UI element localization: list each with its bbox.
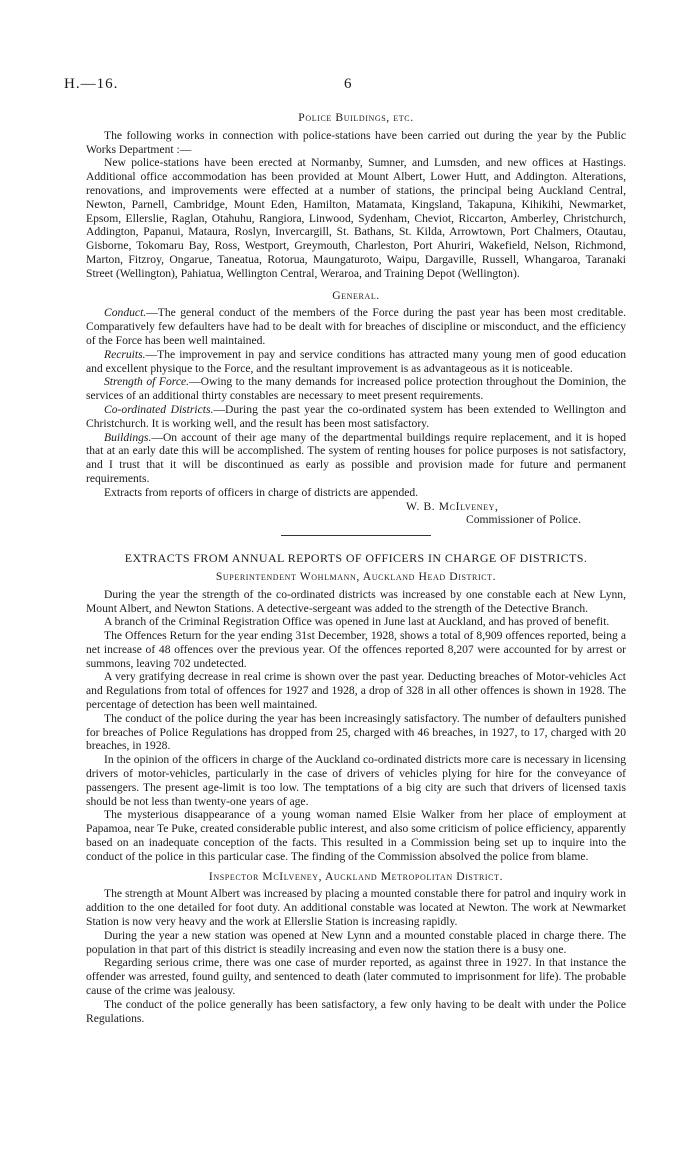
run-in-label: Strength of Force. (104, 375, 190, 389)
paragraph: The strength at Mount Albert was increased by placing a mounted constable there for patrol and inquiry work in addition to the one detailed for foot duty. An additional constable was located at Newton. The work at Newmarket Station is now very heavy and the work at Ellerslie Station is increasing rapidly. (86, 887, 626, 929)
subsection-heading-auckland-head: Superintendent Wohlmann, Auckland Head District. (215, 569, 497, 583)
paragraph-recruits (86, 348, 626, 376)
paragraph: The mysterious disappearance of a young woman named Elsie Walker from her place of employment at Papamoa, near Te Puke, created considerable public interest, and also some criticism of police efficiency, apparently based on an inadequate conception of the facts. This resulted in a Commission being set up to inquire into the conduct of the police in this particular case. The finding of the Commission absolved the police from blame. (86, 808, 626, 863)
run-in-label: Recruits. (104, 347, 146, 361)
section-heading-extracts: EXTRACTS FROM ANNUAL REPORTS OF OFFICERS IN CHARGE OF DISTRICTS. (124, 551, 588, 566)
paragraph-conduct (86, 306, 626, 347)
paragraph: A very gratifying decrease in real crime is shown over the past year. Deducting breaches of Motor-vehicles Act and Regulations from total of offences for 1927 and 1928, a drop of 328 in all other offences is shown in 1928. The percentage of detection has been well maintained. (86, 670, 626, 712)
paragraph: During the year the strength of the co-ordinated districts was increased by one constable each at New Lynn, Mount Albert, and Newton Stations. A detective-sergeant was added to the strength of the Detective Branch. (86, 587, 626, 615)
paragraph: The conduct of the police generally has been satisfactory, a few only having to be dealt with under the Police Regulations. (86, 997, 626, 1025)
paragraph-text: —The improvement in pay and service conditions has attracted many young men of good education and excellent physique to the Force, and the resultant improvement is as advantageous as it is noticeable. (86, 347, 626, 375)
signature-title: Commissioner of Police. (466, 513, 581, 527)
page-number: 6 (344, 76, 352, 92)
paragraph: Extracts from reports of officers in charge of districts are appended. (104, 485, 419, 499)
paragraph-text: —On account of their age many of the departmental buildings require replacement, and it is hoped that at an early date this will be accomplished. The system of renting houses for police purposes is not satisfactory, and I trust that it will be discontinued as early as possible and provision made for future and permanent requirements. (86, 430, 626, 485)
paragraph: During the year a new station was opened at New Lynn and a mounted constable placed in charge there. The population in that part of this district is steadily increasing and even now the station there is a busy one. (86, 928, 626, 956)
section-heading-general: General. (332, 288, 380, 302)
document-reference: H.—16. (64, 76, 119, 92)
signature-name: W. B. McIlveney, (406, 499, 499, 513)
paragraph-text: —The general conduct of the members of the Force during the past year has been most creditable. Comparatively few defaulters have had to be dealt with for breaches of discipline or misconduct, and the efficiency of the Force has been well maintained. (86, 306, 626, 347)
page-header (64, 78, 636, 98)
body-column (86, 111, 626, 1025)
run-in-label: Co-ordinated Districts. (104, 402, 214, 416)
paragraph: The following works in connection with police-stations have been carried out during the year by the Public Works Department :— (86, 128, 626, 156)
paragraph-strength (86, 375, 626, 403)
paragraph-buildings (86, 431, 626, 486)
paragraph-text: —During the past year the co-ordinated system has been extended to Wellington and Christchurch. It is working well, and the result has been most satisfactory. (86, 402, 626, 430)
section-divider (281, 535, 431, 536)
paragraph-coordinated (86, 403, 626, 431)
paragraph: Regarding serious crime, there was one case of murder reported, as against three in 1927. In that instance the offender was arrested, found guilty, and sentenced to death (later commuted to imprisonment for life). The probable cause of the crime was jealousy. (86, 956, 626, 998)
section-heading-police-buildings: Police Buildings, etc. (298, 111, 414, 124)
run-in-label: Conduct. (104, 306, 147, 320)
paragraph: The conduct of the police during the year has been increasingly satisfactory. The number of defaulters punished for breaches of Police Regulations has dropped from 25, charged with 46 breaches, in 1927, to 17, charged with 20 breaches, in 1928. (86, 711, 626, 753)
paragraph-text: —Owing to the many demands for increased police protection throughout the Dominion, the services of an additional thirty constables are necessary to meet present requirements. (86, 375, 626, 403)
run-in-label: Buildings. (104, 430, 152, 444)
paragraph: New police-stations have been erected at Normanby, Sumner, and Lumsden, and new offices at Hastings. Additional office accommodation has been provided at Mount Albert, Lower Hutt, and Addington. Alterations, renovations, and improvements were effected at a number of stations, the principal being Auckland Central, Newton, Parnell, Cambridge, Mount Eden, Hamilton, Matamata, Kingsland, Takapuna, Kihikihi, Newmarket, Epsom, Ellerslie, Raglan, Otahuhu, Rangiora, Linwood, Sydenham, Cheviot, Riccarton, Amberley, Christchurch, Addington, Papanui, Mataura, Roslyn, Invercargill, St. Bathans, St. Kilda, Arrowtown, Port Chalmers, Otautau, Gisborne, Tokomaru Bay, Ross, Westport, Greymouth, Charleston, Port Ahuriri, Wakefield, Nelson, Richmond, Marton, Fitzroy, Ongarue, Taneatua, Rotorua, Maungaturoto, Waipu, Dargaville, Russell, Whangaroa, Taranaki Street (Wellington), Pahiatua, Wellington Central, Weraroa, and Training Depot (Wellington). (86, 156, 626, 280)
paragraph: The Offences Return for the year ending 31st December, 1928, shows a total of 8,909 offences reported, being a net increase of 48 offences over the previous year. Of the offences reported 8,207 were accounted for by arrest or summons, leaving 702 undetected. (86, 629, 626, 670)
subsection-heading-auckland-metropolitan: Inspector McIlveney, Auckland Metropolitan District. (208, 869, 504, 883)
paragraph: A branch of the Criminal Registration Office was opened in June last at Auckland, and has proved of benefit. (104, 615, 610, 629)
paragraph: In the opinion of the officers in charge of the Auckland co-ordinated districts more care is necessary in licensing drivers of motor-vehicles, particularly in the case of drivers of vehicles plying for hire for the conveyance of passengers. The present age-limit is too low. The temptations of a big city are such that drivers of licensed taxis should be not less than twenty-one years of age. (86, 753, 626, 808)
